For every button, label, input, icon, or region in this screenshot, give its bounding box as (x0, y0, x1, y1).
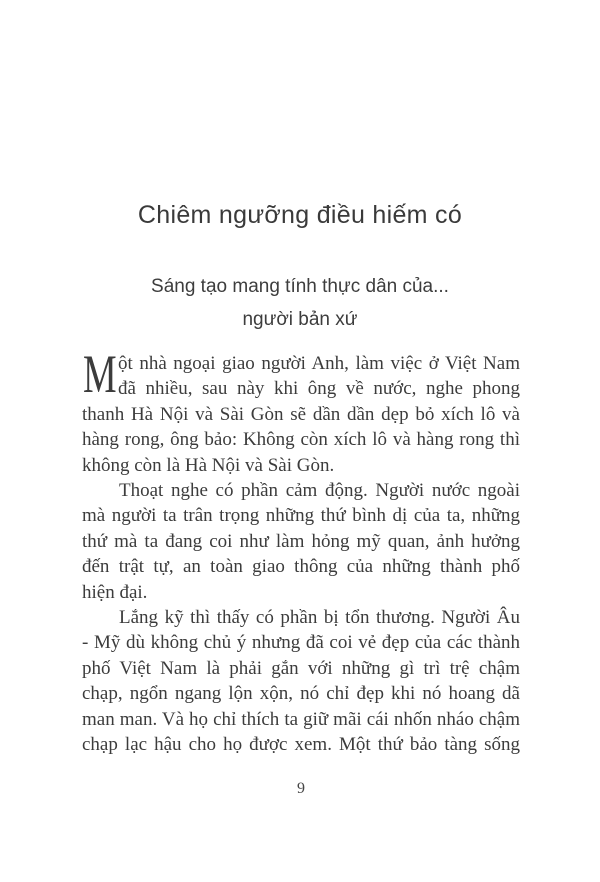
body-line: ột nhà ngoại giao người Anh, làm việc ở Việt Nam (118, 353, 520, 374)
section-subtitle (0, 270, 600, 336)
body-line: man man. Và họ chỉ thích ta giữ mãi cái nhốn nháo chậm (82, 708, 520, 730)
section-subtitle-line-1: Sáng tạo mang tính thực dân của... (151, 276, 449, 297)
body-line: phố Việt Nam là phải gắn với những gì trì trệ chậm (82, 657, 520, 679)
body-line: chạp lạc hậu cho họ được xem. Một thứ bảo tàng sống (82, 734, 520, 756)
body-line: - Mỹ dù không chủ ý nhưng đã coi vẻ đẹp của các thành (82, 632, 520, 654)
body-text (82, 344, 520, 758)
chapter-title: Chiêm ngưỡng điều hiếm có (137, 200, 463, 229)
body-line: mà người ta trân trọng những thứ bình dị của ta, những (82, 505, 520, 527)
body-line: hiện đại. (82, 581, 148, 603)
body-line: thứ mà ta đang coi như làm hỏng mỹ quan, ảnh hưởng (82, 530, 520, 552)
body-line: Thoạt nghe có phần cảm động. Người nước ngoài (119, 480, 520, 502)
body-line: đến trật tự, an toàn giao thông của những thành phố (82, 556, 520, 578)
page-number: 9 (297, 780, 305, 797)
body-line: không còn là Hà Nội và Sài Gòn. (82, 454, 335, 476)
section-subtitle-line-2: người bản xứ (242, 309, 358, 330)
body-line: chạp, ngổn ngang lộn xộn, nó chỉ đẹp khi nó hoang dã (82, 683, 520, 705)
drop-cap: M (83, 344, 117, 404)
body-line: thanh Hà Nội và Sài Gòn sẽ dần dần dẹp bỏ xích lô và (82, 403, 520, 425)
body-line: Lắng kỹ thì thấy có phần bị tổn thương. Người Âu (119, 607, 520, 629)
body-line: hàng rong, ông bảo: Không còn xích lô và hàng rong thì (82, 429, 520, 451)
body-line: đã nhiều, sau này khi ông về nước, nghe phong (118, 378, 520, 400)
